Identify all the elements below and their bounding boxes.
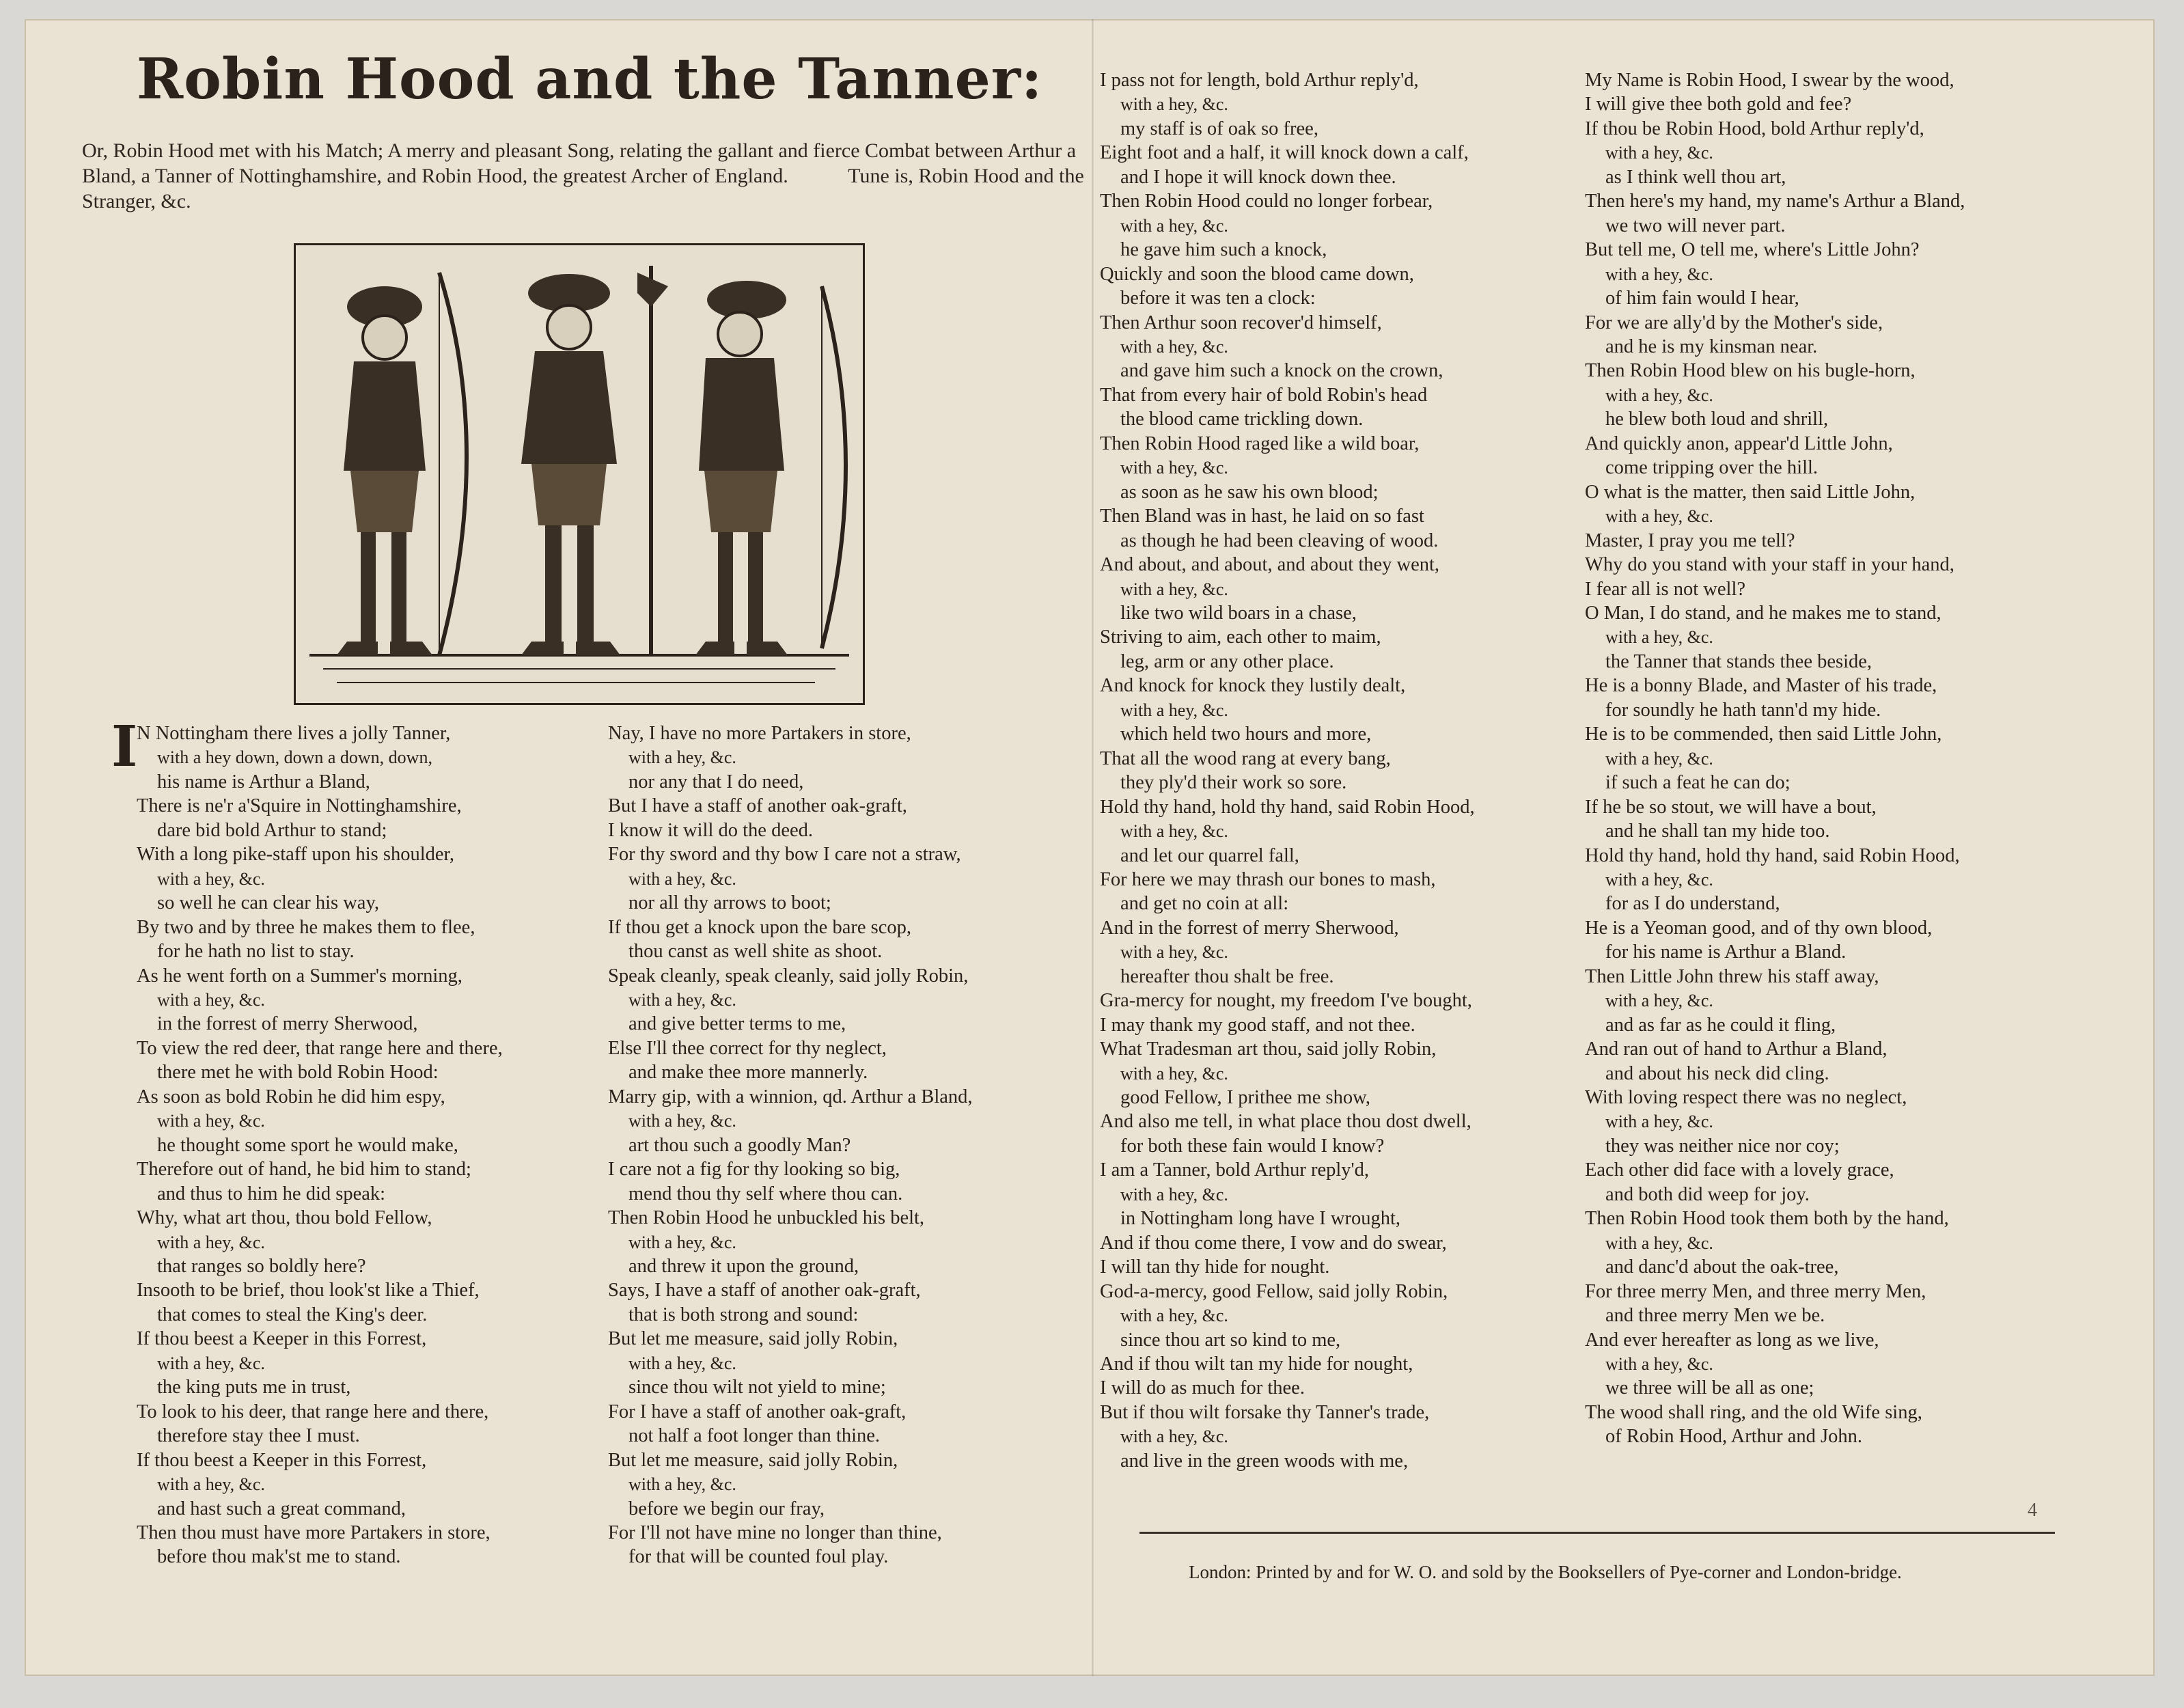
verse-line: the Tanner that stands thee beside, bbox=[1605, 650, 1872, 672]
verse-line: Then Arthur soon recover'd himself, bbox=[1100, 312, 1382, 333]
verse-line: and get no coin at all: bbox=[1120, 893, 1289, 915]
verse-line: before it was ten a clock: bbox=[1120, 288, 1316, 309]
verse-line: they ply'd their work so sore. bbox=[1120, 772, 1347, 794]
verse-line: As soon as bold Robin he did him espy, bbox=[137, 1086, 445, 1107]
verse-line: For I have a staff of another oak-graft, bbox=[608, 1401, 907, 1422]
verse-line: with a hey, &c. bbox=[1605, 385, 1713, 405]
verse-line: nor all thy arrows to boot; bbox=[628, 892, 831, 914]
verse-line: and make thee more mannerly. bbox=[628, 1062, 868, 1084]
verse-line: To view the red deer, that range here and there, bbox=[137, 1037, 503, 1059]
verse-line: with a hey, &c. bbox=[628, 989, 736, 1010]
verse-line: I will give thee both gold and fee? bbox=[1585, 94, 1852, 115]
drop-capital: I bbox=[111, 714, 138, 780]
verse-line: As he went forth on a Summer's morning, bbox=[137, 965, 462, 987]
verse-line: For we are ally'd by the Mother's side, bbox=[1585, 312, 1883, 333]
verse-line: Then Robin Hood blew on his bugle-horn, bbox=[1585, 360, 1916, 382]
verse-line: If thou be Robin Hood, bold Arthur reply'd, bbox=[1585, 118, 1924, 139]
verse-line: that is both strong and sound: bbox=[628, 1304, 859, 1325]
verse-line: But let me measure, said jolly Robin, bbox=[608, 1449, 898, 1471]
verse-line: Then Little John threw his staff away, bbox=[1585, 965, 1879, 987]
verse-line: so well he can clear his way, bbox=[157, 892, 379, 914]
verse-line: with a hey, &c. bbox=[1120, 458, 1228, 478]
verse-line: for as I do understand, bbox=[1605, 893, 1780, 915]
verse-line: like two wild boars in a chase, bbox=[1120, 602, 1357, 624]
verse-line: Says, I have a staff of another oak-graft, bbox=[608, 1280, 921, 1301]
verse-line: before thou mak'st me to stand. bbox=[157, 1546, 401, 1568]
verse-line: thou canst as well shite as shoot. bbox=[628, 941, 883, 963]
verse-line: if such a feat he can do; bbox=[1605, 772, 1791, 794]
verse-line: with a hey, &c. bbox=[157, 1232, 265, 1252]
verse-line: as soon as he saw his own blood; bbox=[1120, 481, 1379, 503]
verse-line: The wood shall ring, and the old Wife sing, bbox=[1585, 1401, 1922, 1423]
verse-line: with a hey, &c. bbox=[1120, 1306, 1228, 1326]
subtitle-text: Or, Robin Hood met with his Match; A merry and pleasant Song, relating the gallant and fierce Combat between Arthur a Bland, a Tanner of Nottinghamshire, and Robin Hood, the greatest Archer of England. bbox=[82, 139, 1077, 187]
verse-line: Hold thy hand, hold thy hand, said Robin Hood, bbox=[1100, 796, 1475, 818]
verse-line: For thy sword and thy bow I care not a straw, bbox=[608, 844, 961, 866]
verse-line: I am a Tanner, bold Arthur reply'd, bbox=[1100, 1159, 1370, 1181]
verse-line: with a hey, &c. bbox=[1605, 506, 1713, 527]
verse-line: But let me measure, said jolly Robin, bbox=[608, 1328, 898, 1350]
verse-line: with a hey, &c. bbox=[1605, 991, 1713, 1011]
verse-line: and gave him such a knock on the crown, bbox=[1120, 360, 1443, 382]
woodcut-illustration bbox=[294, 243, 865, 705]
verse-line: with a hey, &c. bbox=[1120, 215, 1228, 236]
verse-line: What Tradesman art thou, said jolly Robin, bbox=[1100, 1038, 1437, 1060]
verse-line: I may thank my good staff, and not thee. bbox=[1100, 1014, 1415, 1036]
ballad-column-2 bbox=[608, 721, 973, 1569]
verse-line: he thought some sport he would make, bbox=[157, 1134, 458, 1156]
page-mark: 4 bbox=[2028, 1500, 2037, 1521]
verse-line: as I think well thou art, bbox=[1605, 166, 1786, 188]
verse-line: That all the wood rang at every bang, bbox=[1100, 747, 1391, 769]
verse-line: God-a-mercy, good Fellow, said jolly Robin, bbox=[1100, 1280, 1448, 1302]
verse-line: By two and by three he makes them to flee, bbox=[137, 916, 475, 938]
verse-line: with a hey, &c. bbox=[1605, 143, 1713, 163]
verse-line: for that will be counted foul play. bbox=[628, 1546, 889, 1568]
verse-line: There is ne'r a'Squire in Nottinghamshire, bbox=[137, 795, 462, 817]
verse-line: with a hey, &c. bbox=[157, 1111, 265, 1131]
verse-line: that ranges so boldly here? bbox=[157, 1255, 366, 1277]
imprint-line: London: Printed by and for W. O. and sold by the Booksellers of Pye-corner and London-bridge. bbox=[1189, 1562, 1902, 1582]
verse-line: of him fain would I hear, bbox=[1605, 288, 1799, 309]
verse-line: for soundly he hath tann'd my hide. bbox=[1605, 699, 1881, 721]
verse-line: he gave him such a knock, bbox=[1120, 239, 1327, 261]
verse-line: I know it will do the deed. bbox=[608, 819, 813, 841]
verse-line: He is a bonny Blade, and Master of his trade, bbox=[1585, 675, 1937, 697]
verse-line: with a hey, &c. bbox=[1120, 1184, 1228, 1204]
verse-line: for his name is Arthur a Bland. bbox=[1605, 941, 1847, 963]
center-fold bbox=[1092, 19, 1094, 1676]
verse-line: Then Robin Hood raged like a wild boar, bbox=[1100, 432, 1420, 454]
verse-line: with a hey, &c. bbox=[157, 1474, 265, 1495]
verse-line: with a hey, &c. bbox=[628, 868, 736, 889]
verse-line: with a hey, &c. bbox=[1605, 627, 1713, 648]
verse-line: For three merry Men, and three merry Men, bbox=[1585, 1280, 1926, 1302]
verse-line: Speak cleanly, speak cleanly, said jolly Robin, bbox=[608, 965, 969, 987]
verse-line: Gra-mercy for nought, my freedom I've bought, bbox=[1100, 990, 1472, 1012]
verse-line: With loving respect there was no neglect, bbox=[1585, 1087, 1907, 1109]
verse-line: If thou beest a Keeper in this Forrest, bbox=[137, 1449, 427, 1471]
verse-line: he blew both loud and shrill, bbox=[1605, 409, 1829, 430]
page-title: Robin Hood and the Tanner: bbox=[137, 46, 1043, 112]
verse-line: Then here's my hand, my name's Arthur a Bland, bbox=[1585, 191, 1965, 212]
verse-line: mend thou thy self where thou can. bbox=[628, 1183, 903, 1204]
verse-line: Then Bland was in hast, he laid on so fast bbox=[1100, 506, 1424, 527]
verse-line: and let our quarrel fall, bbox=[1120, 844, 1299, 866]
verse-line: and as far as he could it fling, bbox=[1605, 1014, 1836, 1036]
verse-line: O what is the matter, then said Little John, bbox=[1585, 481, 1916, 503]
verse-line: I will do as much for thee. bbox=[1100, 1377, 1305, 1399]
subtitle bbox=[82, 138, 1086, 214]
verse-line: I fear all is not well? bbox=[1585, 578, 1746, 600]
verse-line: And also me tell, in what place thou dost dwell, bbox=[1100, 1111, 1471, 1133]
verse-line: with a hey, &c. bbox=[1605, 869, 1713, 890]
woodcut-three-archers-image bbox=[296, 245, 863, 703]
verse-line: since thou wilt not yield to mine; bbox=[628, 1377, 886, 1399]
verse-line: with a hey, &c. bbox=[1605, 1354, 1713, 1375]
verse-line: If he be so stout, we will have a bout, bbox=[1585, 796, 1877, 818]
verse-line: O Man, I do stand, and he makes me to stand, bbox=[1585, 602, 1941, 624]
verse-line: And knock for knock they lustily dealt, bbox=[1100, 675, 1406, 697]
verse-line: And about, and about, and about they went, bbox=[1100, 554, 1440, 576]
verse-line: And ran out of hand to Arthur a Bland, bbox=[1585, 1038, 1888, 1060]
verse-line: that comes to steal the King's deer. bbox=[157, 1304, 428, 1325]
verse-line: Else I'll thee correct for thy neglect, bbox=[608, 1037, 887, 1059]
verse-line: with a hey, &c. bbox=[628, 747, 736, 768]
imprint-rule bbox=[1139, 1532, 2055, 1534]
verse-line: I care not a fig for thy looking so big, bbox=[608, 1159, 900, 1181]
verse-line: with a hey, &c. bbox=[1120, 700, 1228, 720]
ballad-column-1 bbox=[137, 721, 503, 1569]
verse-line: Nay, I have no more Partakers in store, bbox=[608, 723, 911, 744]
verse-line: the blood came trickling down. bbox=[1120, 409, 1364, 430]
verse-line: and both did weep for joy. bbox=[1605, 1183, 1810, 1205]
verse-line: his name is Arthur a Bland, bbox=[157, 771, 370, 793]
verse-line: since thou art so kind to me, bbox=[1120, 1329, 1341, 1351]
verse-line: Then Robin Hood took them both by the hand, bbox=[1585, 1208, 1949, 1230]
verse-line: Then thou must have more Partakers in store, bbox=[137, 1521, 490, 1543]
verse-line: with a hey, &c. bbox=[628, 1111, 736, 1131]
verse-line: in Nottingham long have I wrought, bbox=[1120, 1208, 1401, 1230]
verse-line: N Nottingham there lives a jolly Tanner, bbox=[137, 723, 451, 744]
verse-line: art thou such a goodly Man? bbox=[628, 1134, 851, 1156]
verse-line: with a hey, &c. bbox=[157, 1353, 265, 1373]
verse-line: But tell me, O tell me, where's Little John? bbox=[1585, 239, 1920, 261]
verse-line: before we begin our fray, bbox=[628, 1498, 825, 1519]
verse-line: Insooth to be brief, thou look'st like a Thief, bbox=[137, 1280, 480, 1301]
verse-line: But I have a staff of another oak-graft, bbox=[608, 795, 907, 817]
verse-line: with a hey, &c. bbox=[1605, 748, 1713, 769]
verse-line: and danc'd about the oak-tree, bbox=[1605, 1256, 1839, 1278]
verse-line: with a hey, &c. bbox=[1120, 1427, 1228, 1447]
verse-line: Eight foot and a half, it will knock down a calf, bbox=[1100, 142, 1469, 164]
verse-line: leg, arm or any other place. bbox=[1120, 650, 1334, 672]
verse-line: and he is my kinsman near. bbox=[1605, 335, 1818, 357]
verse-line: and give better terms to me, bbox=[628, 1013, 846, 1035]
verse-line: and live in the green woods with me, bbox=[1120, 1450, 1409, 1472]
verse-line: My Name is Robin Hood, I swear by the wood, bbox=[1585, 70, 1954, 91]
verse-line: And in the forrest of merry Sherwood, bbox=[1100, 917, 1399, 939]
verse-line: as though he had been cleaving of wood. bbox=[1120, 529, 1439, 551]
verse-line: with a hey, &c. bbox=[1120, 1063, 1228, 1084]
verse-line: Marry gip, with a winnion, qd. Arthur a Bland, bbox=[608, 1086, 973, 1107]
verse-line: He is to be commended, then said Little John, bbox=[1585, 724, 1942, 745]
verse-line: If thou get a knock upon the bare scop, bbox=[608, 916, 911, 938]
verse-line: For here we may thrash our bones to mash, bbox=[1100, 868, 1436, 890]
verse-line: and hast such a great command, bbox=[157, 1498, 406, 1519]
verse-line: But if thou wilt forsake thy Tanner's trade, bbox=[1100, 1401, 1430, 1423]
verse-line: in the forrest of merry Sherwood, bbox=[157, 1013, 418, 1035]
verse-line: With a long pike-staff upon his shoulder, bbox=[137, 844, 454, 866]
verse-line: there met he with bold Robin Hood: bbox=[157, 1062, 439, 1084]
verse-line: with a hey, &c. bbox=[1120, 821, 1228, 842]
ballad-column-4 bbox=[1585, 68, 1965, 1449]
verse-line: of Robin Hood, Arthur and John. bbox=[1605, 1426, 1863, 1448]
verse-line: we two will never part. bbox=[1605, 215, 1786, 236]
verse-line: Hold thy hand, hold thy hand, said Robin Hood, bbox=[1585, 844, 1960, 866]
verse-line: not half a foot longer than thine. bbox=[628, 1425, 881, 1447]
verse-line: nor any that I do need, bbox=[628, 771, 804, 793]
verse-line: hereafter thou shalt be free. bbox=[1120, 965, 1334, 987]
verse-line: with a hey, &c. bbox=[628, 1232, 736, 1252]
verse-line: And if thou come there, I vow and do swear, bbox=[1100, 1232, 1447, 1254]
verse-line: Striving to aim, each other to maim, bbox=[1100, 626, 1381, 648]
verse-line: and I hope it will knock down thee. bbox=[1120, 166, 1396, 188]
verse-line: Why, what art thou, thou bold Fellow, bbox=[137, 1207, 432, 1229]
verse-line: Master, I pray you me tell? bbox=[1585, 529, 1795, 551]
verse-line: That from every hair of bold Robin's head bbox=[1100, 384, 1428, 406]
verse-line: and threw it upon the ground, bbox=[628, 1255, 859, 1277]
ballad-column-3 bbox=[1100, 68, 1475, 1473]
verse-line: my staff is of oak so free, bbox=[1120, 118, 1318, 139]
verse-line: I will tan thy hide for nought. bbox=[1100, 1256, 1330, 1278]
verse-line: Then Robin Hood could no longer forbear, bbox=[1100, 191, 1433, 212]
verse-line: Therefore out of hand, he bid him to stand; bbox=[137, 1159, 471, 1181]
verse-line: and he shall tan my hide too. bbox=[1605, 821, 1830, 842]
verse-line: come tripping over the hill. bbox=[1605, 457, 1819, 479]
verse-line: with a hey, &c. bbox=[628, 1353, 736, 1373]
verse-line: with a hey, &c. bbox=[1605, 1112, 1713, 1132]
verse-line: with a hey, &c. bbox=[1605, 1232, 1713, 1253]
verse-line: And quickly anon, appear'd Little John, bbox=[1585, 432, 1893, 454]
verse-line: with a hey, &c. bbox=[628, 1474, 736, 1495]
verse-line: For I'll not have mine no longer than thine, bbox=[608, 1521, 942, 1543]
verse-line: for he hath no list to stay. bbox=[157, 941, 355, 963]
tune-line: Tune is, Robin Hood and the Stranger, &c. bbox=[82, 165, 1084, 212]
verse-line: and thus to him he did speak: bbox=[157, 1183, 386, 1204]
verse-line: and about his neck did cling. bbox=[1605, 1062, 1829, 1084]
verse-line: we three will be all as one; bbox=[1605, 1377, 1814, 1399]
verse-line: Quickly and soon the blood came down, bbox=[1100, 263, 1414, 285]
verse-line: Why do you stand with your staff in your hand, bbox=[1585, 554, 1954, 576]
verse-line: with a hey, &c. bbox=[1120, 579, 1228, 599]
verse-line: therefore stay thee I must. bbox=[157, 1425, 360, 1447]
verse-line: And if thou wilt tan my hide for nought, bbox=[1100, 1353, 1413, 1375]
verse-line: they was neither nice nor coy; bbox=[1605, 1135, 1840, 1157]
verse-line: To look to his deer, that range here and there, bbox=[137, 1401, 489, 1422]
verse-line: He is a Yeoman good, and of thy own blood, bbox=[1585, 917, 1933, 939]
verse-line: with a hey, &c. bbox=[1605, 264, 1713, 284]
verse-line: with a hey, &c. bbox=[1120, 942, 1228, 963]
verse-line: Each other did face with a lovely grace, bbox=[1585, 1159, 1894, 1181]
verse-line: If thou beest a Keeper in this Forrest, bbox=[137, 1328, 427, 1350]
verse-line: with a hey, &c. bbox=[1120, 94, 1228, 115]
verse-line: with a hey, &c. bbox=[1120, 336, 1228, 357]
verse-line: dare bid bold Arthur to stand; bbox=[157, 819, 387, 841]
verse-line: for both these fain would I know? bbox=[1120, 1135, 1385, 1157]
verse-line: I pass not for length, bold Arthur reply'd, bbox=[1100, 70, 1419, 91]
verse-line: with a hey, &c. bbox=[157, 868, 265, 889]
verse-line: the king puts me in trust, bbox=[157, 1377, 351, 1399]
verse-line: And ever hereafter as long as we live, bbox=[1585, 1329, 1879, 1351]
verse-line: good Fellow, I prithee me show, bbox=[1120, 1087, 1370, 1109]
verse-line: Then Robin Hood he unbuckled his belt, bbox=[608, 1207, 925, 1229]
verse-line: with a hey down, down a down, down, bbox=[157, 747, 432, 768]
verse-line: which held two hours and more, bbox=[1120, 724, 1372, 745]
verse-line: with a hey, &c. bbox=[157, 989, 265, 1010]
verse-line: and three merry Men we be. bbox=[1605, 1305, 1825, 1327]
